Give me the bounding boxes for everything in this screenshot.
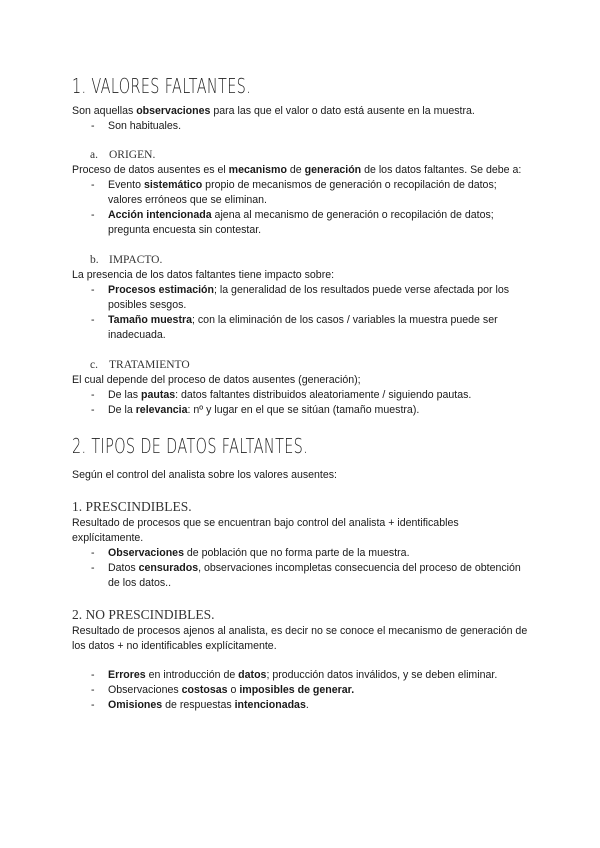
- list-item: - Son habituales.: [72, 119, 532, 134]
- impacto-text: La presencia de los datos faltantes tiene impacto sobre:: [72, 269, 335, 281]
- list-item: - Omisiones de respuestas intencionadas.: [72, 698, 532, 713]
- document-page: [72, 72, 532, 713]
- prescindibles-list: [72, 546, 532, 591]
- subsection-impacto-heading: b. IMPACTO.: [90, 254, 163, 266]
- impacto-list: [72, 283, 532, 343]
- no-prescindibles-text: Resultado de procesos ajenos al analista, es decir no se conoce el mecanismo de generación de los datos + no identificables explícitamente.: [72, 625, 528, 652]
- origen-text: Proceso de datos ausentes es el mecanismo de generación de los datos faltantes. Se debe a:: [72, 164, 522, 176]
- list-item: - Datos censurados, observaciones incompletas consecuencia del proceso de obtención de los datos..: [72, 561, 532, 591]
- subsection-origen-heading: a. ORIGEN.: [90, 149, 156, 161]
- section-1-intro: Son aquellas observaciones para las que el valor o dato está ausente en la muestra.: [72, 105, 475, 117]
- section-2-intro: Según el control del analista sobre los valores ausentes:: [72, 469, 338, 481]
- list-item: - De la relevancia: nº y lugar en el que se sitúan (tamaño muestra).: [72, 403, 532, 418]
- prescindibles-heading: 1. PRESCINDIBLES.: [72, 499, 192, 514]
- list-item: - De las pautas: datos faltantes distribuidos aleatoriamente / siguiendo pautas.: [72, 388, 532, 403]
- list-item: - Evento sistemático propio de mecanismos de generación o recopilación de datos; valores erróneos que se eliminan.: [72, 178, 532, 208]
- section-2-heading: 2. TIPOS DE DATOS FALTANTES.: [72, 434, 309, 458]
- list-item: - Procesos estimación; la generalidad de los resultados puede verse afectada por los posibles sesgos.: [72, 283, 532, 313]
- no-prescindibles-heading: 2. NO PRESCINDIBLES.: [72, 607, 215, 622]
- prescindibles-text: Resultado de procesos que se encuentran bajo control del analista + identificables explícitamente.: [72, 517, 459, 544]
- list-item: - Errores en introducción de datos; producción datos inválidos, y se deben eliminar.: [72, 668, 532, 683]
- list-item: - Tamaño muestra; con la eliminación de los casos / variables la muestra puede ser inadecuada.: [72, 313, 532, 343]
- no-prescindibles-list: [72, 668, 532, 713]
- list-item: - Acción intencionada ajena al mecanismo de generación o recopilación de datos; pregunta encuesta sin contestar.: [72, 208, 532, 238]
- subsection-tratamiento-heading: c. TRATAMIENTO: [90, 359, 190, 371]
- list-item: - Observaciones costosas o imposibles de generar.: [72, 683, 532, 698]
- section-1-intro-list: [72, 119, 532, 134]
- tratamiento-list: [72, 388, 532, 418]
- origen-list: [72, 178, 532, 238]
- list-item: - Observaciones de población que no forma parte de la muestra.: [72, 546, 532, 561]
- tratamiento-text: El cual depende del proceso de datos ausentes (generación);: [72, 374, 361, 386]
- section-1-heading: 1. VALORES FALTANTES.: [72, 74, 252, 98]
